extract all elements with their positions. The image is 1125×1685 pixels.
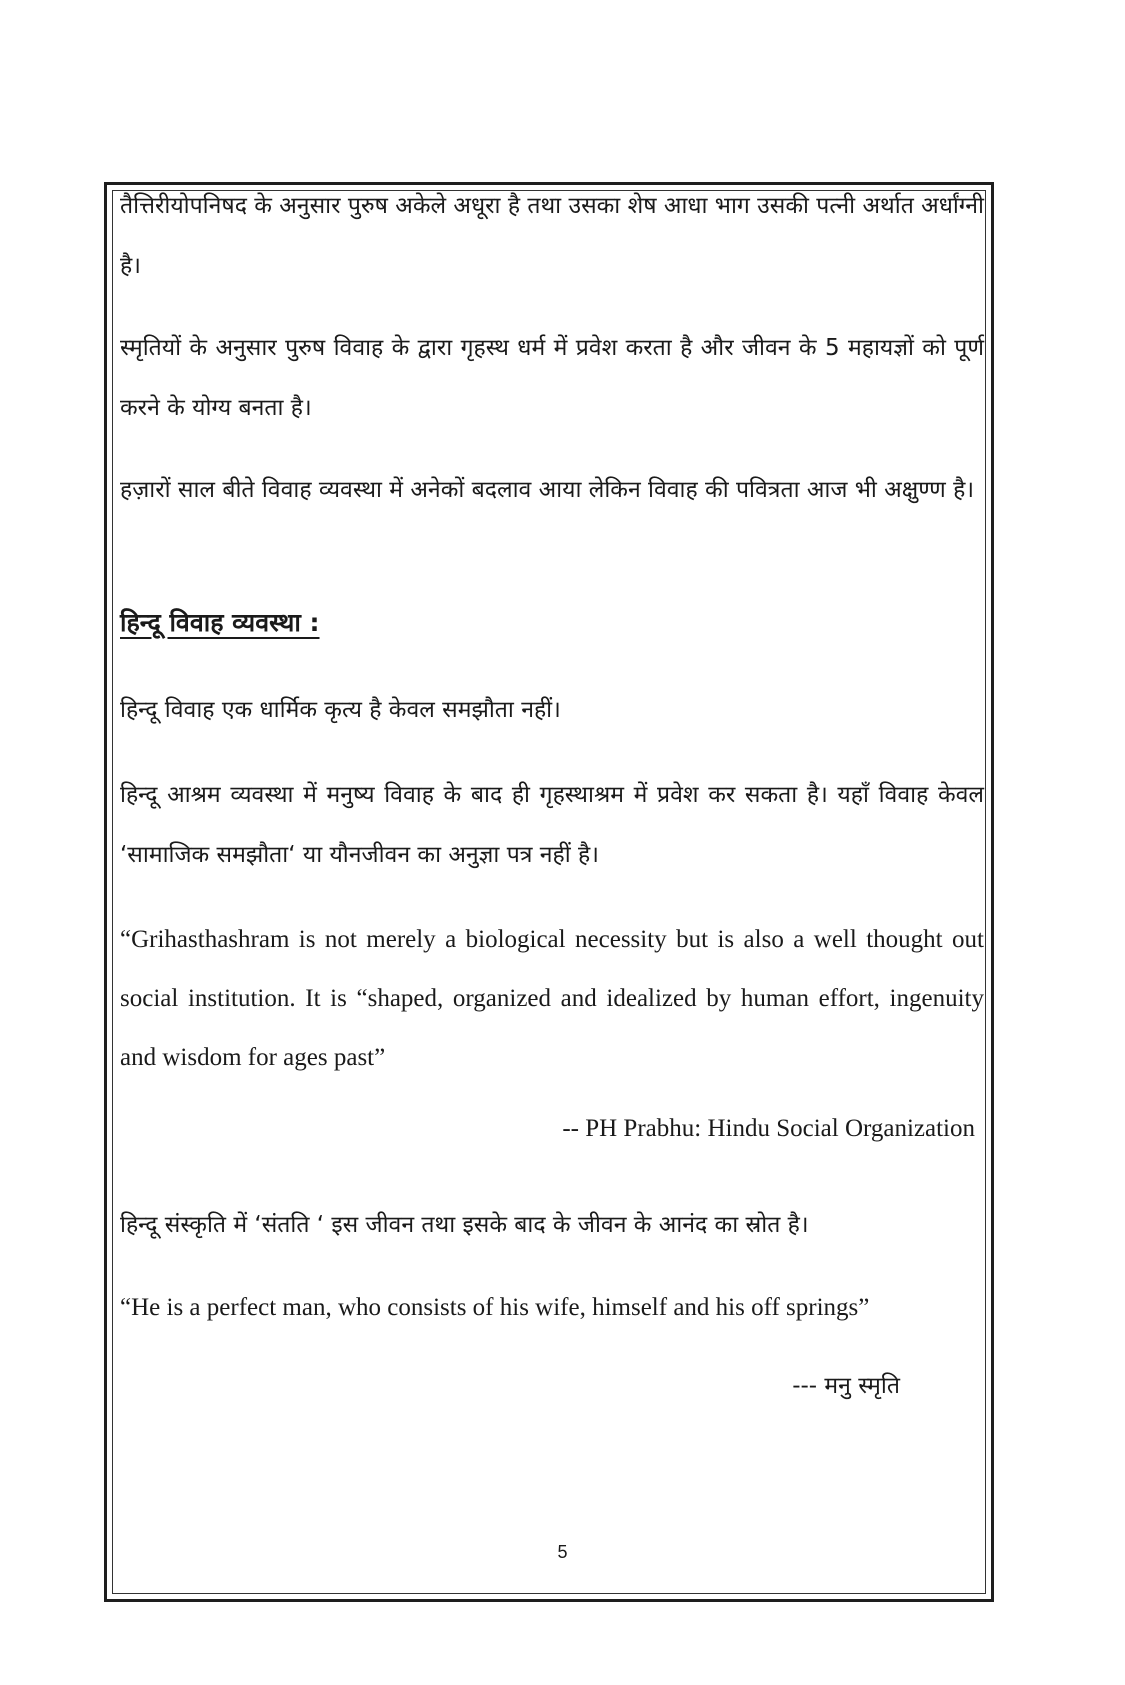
paragraph-thousand-years: हज़ारों साल बीते विवाह व्यवस्था में अनेकों बदलाव आया लेकिन विवाह की पवित्रता आज भी अक्षुण्ण है।: [120, 477, 975, 503]
paragraph-smritis: स्मृतियों के अनुसार पुरुष विवाह के द्वारा गृहस्थ धर्म में प्रवेश करता है और जीवन के 5 महायज्ञों को पूर्ण करने के योग्य बनता है।: [120, 335, 984, 421]
citation-manu-smriti: --- मनु स्मृति: [792, 1373, 900, 1399]
page-number: 5: [557, 1542, 568, 1562]
paragraph-religious-act: हिन्दू विवाह एक धार्मिक कृत्य है केवल समझौता नहीं।: [120, 697, 561, 723]
quote-perfect-man: “He is a perfect man, who consists of his wife, himself and his off springs”: [120, 1294, 870, 1321]
paragraph-santati: हिन्दू संस्कृति में ‘संतति ‘ इस जीवन तथा इसके बाद के जीवन के आनंद का स्रोत है।: [120, 1212, 809, 1238]
section-heading: हिन्दू विवाह व्यवस्था :: [120, 608, 320, 637]
paragraph-ashram-system: हिन्दू आश्रम व्यवस्था में मनुष्य विवाह के बाद ही गृहस्थाश्रम में प्रवेश कर सकता है। यहाँ विवाह केवल ‘सामाजिक समझौता‘ या यौनजीवन का अनुज्ञा पत्र नहीं है।: [120, 782, 984, 868]
quote-grihasthashram: “Grihasthashram is not merely a biological necessity but is also a well thought out social institution. It is “shaped, organized and idealized by human effort, ingenuity and wisdom for ages past”: [120, 926, 984, 1071]
citation-prabhu: -- PH Prabhu: Hindu Social Organization: [562, 1115, 975, 1142]
paragraph-taittiriya: तैत्तिरीयोपनिषद के अनुसार पुरुष अकेले अधूरा है तथा उसका शेष आधा भाग उसकी पत्नी अर्थात अर्धांग्नी है।: [120, 193, 984, 279]
